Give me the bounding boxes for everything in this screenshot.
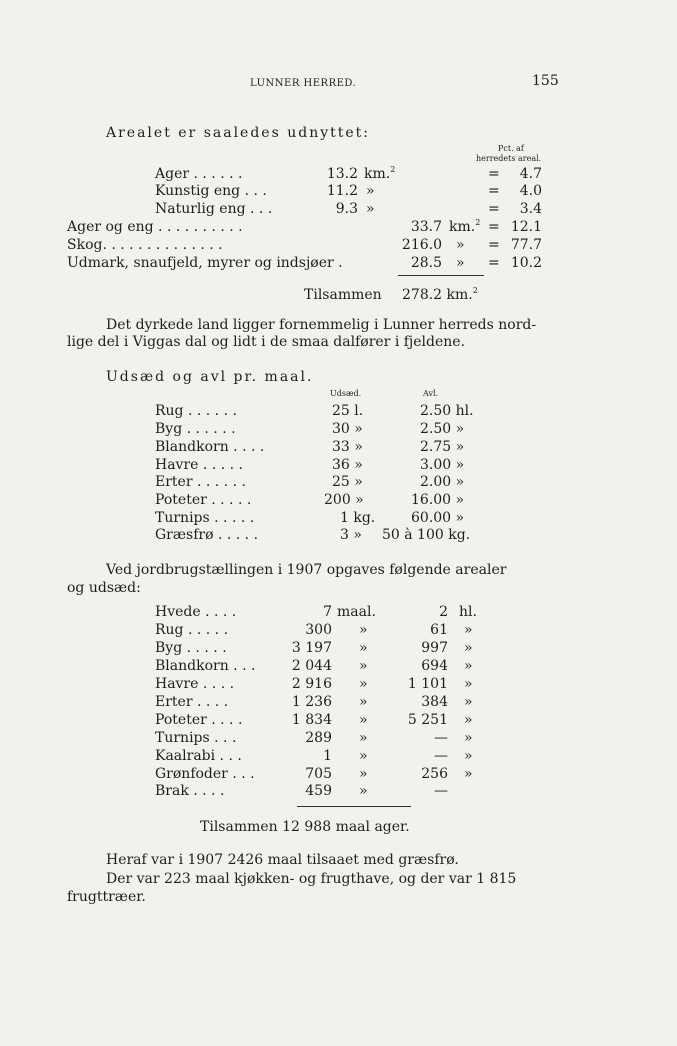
seed-intro: Udsæd og avl pr. maal. [106,369,314,385]
census-sum-rule [297,806,411,807]
area-sub-value: 13.2 [326,166,358,182]
area-main-pct: 12.1 [510,219,542,235]
seed-row-label: Havre . . . . . [155,457,243,473]
area-main-pct: 77.7 [510,237,542,253]
closing-line2: Der var 223 maal kjøkken- og frugthave, og der var 1 815 [106,871,517,887]
census-row-unit: » [359,676,368,692]
seed-row-seed: 25 » [332,474,363,490]
census-row-unit: » [359,730,368,746]
census-row-area: 7 [323,604,332,620]
area-sub-label: Naturlig eng . . . [155,201,273,217]
census-row-seed: 1 101 [407,676,448,692]
seed-col-header: Udsæd. [330,389,362,398]
seed-row-yield: 2.00 » [420,474,465,490]
census-row-seed: 2 [439,604,448,620]
area-main-label: Udmark, snaufjeld, myrer og indsjøer . [67,255,343,271]
seed-row-seed: 25 l. [332,403,364,419]
area-main-label: Ager og eng . . . . . . . . . . [67,219,243,235]
census-intro-line1: Ved jordbrugstællingen i 1907 opgaves følgende arealer [106,562,507,578]
census-row-area: 2 044 [291,658,332,674]
seed-row-label: Blandkorn . . . . [155,439,265,455]
census-row-label: Blandkorn . . . [155,658,256,674]
page-number: 155 [532,73,559,89]
census-row-label: Turnips . . . [155,730,237,746]
seed-row-label: Byg . . . . . . [155,421,236,437]
equals-sign: = [488,255,500,271]
area-sub-unit: km.$^2$ [364,165,396,182]
census-row-unit: » [359,712,368,728]
seed-row-label: Erter . . . . . . [155,474,246,490]
census-row-label: Grønfoder . . . [155,766,255,782]
seed-row-yield: 50 à 100 kg. [382,527,471,543]
census-row-unit: » [359,694,368,710]
census-row-unit: » [359,622,368,638]
census-row-unit: » [359,658,368,674]
census-row-label: Kaalrabi . . . [155,748,242,764]
census-row-unit: » [359,640,368,656]
area-sub-pct: 4.7 [519,166,542,182]
census-row-label: Hvede . . . . [155,604,237,620]
census-row-seed: 384 [421,694,448,710]
census-row-unit: maal. [337,604,376,620]
census-row-seed: — [434,783,448,799]
census-row-area: 289 [305,730,332,746]
census-intro-line2: og udsæd: [67,580,141,596]
seed-row-seed: 33 » [332,439,363,455]
seed-row-label: Turnips . . . . . [155,510,255,526]
seed-row-label: Græsfrø . . . . . [155,527,259,543]
seed-row-yield: 60.00 » [411,510,465,526]
census-row-seed-unit: » [464,748,473,764]
area-total-value: 278.2 km.$^2$ [402,286,478,303]
census-row-seed: 256 [421,766,448,782]
area-sub-unit: » [366,201,375,217]
seed-row-seed: 30 » [332,421,363,437]
area-sub-label: Kunstig eng . . . [155,183,267,199]
census-row-label: Havre . . . . [155,676,235,692]
census-row-seed-unit: » [464,658,473,674]
census-row-area: 3 197 [291,640,332,656]
census-row-seed: 997 [421,640,448,656]
area-sub-value: 9.3 [335,201,358,217]
area-sub-pct: 4.0 [519,183,542,199]
census-row-seed-unit: » [464,730,473,746]
equals-sign: = [488,237,500,253]
area-sum-rule [398,275,484,276]
census-row-label: Poteter . . . . [155,712,243,728]
area-sub-pct: 3.4 [519,201,542,217]
census-row-seed: — [434,730,448,746]
census-row-seed-unit: » [464,640,473,656]
area-main-label: Skog. . . . . . . . . . . . . . [67,237,223,253]
seed-row-seed: 36 » [332,457,363,473]
paragraph1-line2: lige del i Viggas dal og lidt i de smaa dalfører i fjeldene. [67,334,466,350]
running-header-title: LUNNER HERRED. [250,78,357,89]
census-row-seed-unit: » [464,676,473,692]
census-row-seed: — [434,748,448,764]
area-total-label: Tilsammen [304,287,382,303]
census-row-seed: 61 [430,622,448,638]
seed-row-yield: 2.50 hl. [420,403,474,419]
seed-row-yield: 2.50 » [420,421,465,437]
census-row-area: 1 834 [291,712,332,728]
census-row-label: Brak . . . . [155,783,225,799]
equals-sign: = [488,201,500,217]
seed-row-label: Rug . . . . . . [155,403,237,419]
census-row-unit: » [359,783,368,799]
census-row-seed-unit: » [464,622,473,638]
area-main-value: 216.0 [401,237,442,253]
census-row-area: 1 [323,748,332,764]
census-row-label: Rug . . . . . [155,622,229,638]
seed-row-yield: 16.00 » [411,492,465,508]
census-row-label: Erter . . . . [155,694,229,710]
census-row-seed-unit: » [464,694,473,710]
pct-header-line2: herredets areal. [476,154,542,163]
area-main-unit: km.$^2$ [449,218,481,235]
census-row-seed-unit: » [464,712,473,728]
census-row-area: 300 [305,622,332,638]
equals-sign: = [488,219,500,235]
closing-line1: Heraf var i 1907 2426 maal tilsaaet med græsfrø. [106,852,459,868]
area-sub-unit: » [366,183,375,199]
paragraph1-line1: Det dyrkede land ligger fornemmelig i Lunner herreds nord- [106,317,537,333]
area-main-unit: » [456,255,465,271]
area-sub-value: 11.2 [326,183,358,199]
census-row-unit: » [359,766,368,782]
census-row-seed: 5 251 [407,712,448,728]
census-row-area: 2 916 [291,676,332,692]
area-main-pct: 10.2 [510,255,542,271]
closing-line3: frugttræer. [67,889,146,905]
census-row-area: 459 [305,783,332,799]
seed-row-yield: 2.75 » [420,439,465,455]
area-main-value: 28.5 [410,255,442,271]
census-row-seed-unit: hl. [459,604,477,620]
census-row-area: 1 236 [291,694,332,710]
census-row-unit: » [359,748,368,764]
seed-row-label: Poteter . . . . . [155,492,252,508]
yield-col-header: Avl. [423,389,439,398]
area-intro: Arealet er saaledes udnyttet: [106,125,371,141]
census-row-area: 705 [305,766,332,782]
equals-sign: = [488,183,500,199]
census-row-seed-unit: » [464,766,473,782]
census-row-seed: 694 [421,658,448,674]
seed-row-seed: 3 » [340,527,362,543]
equals-sign: = [488,166,500,182]
area-main-value: 33.7 [410,219,442,235]
pct-header-line1: Pct. af [498,144,524,153]
seed-row-seed: 200 » [324,492,364,508]
census-total: Tilsammen 12 988 maal ager. [200,819,410,835]
seed-row-seed: 1 kg. [340,510,376,526]
area-main-unit: » [456,237,465,253]
census-row-label: Byg . . . . . [155,640,227,656]
seed-row-yield: 3.00 » [420,457,465,473]
area-sub-label: Ager . . . . . . [155,166,243,182]
